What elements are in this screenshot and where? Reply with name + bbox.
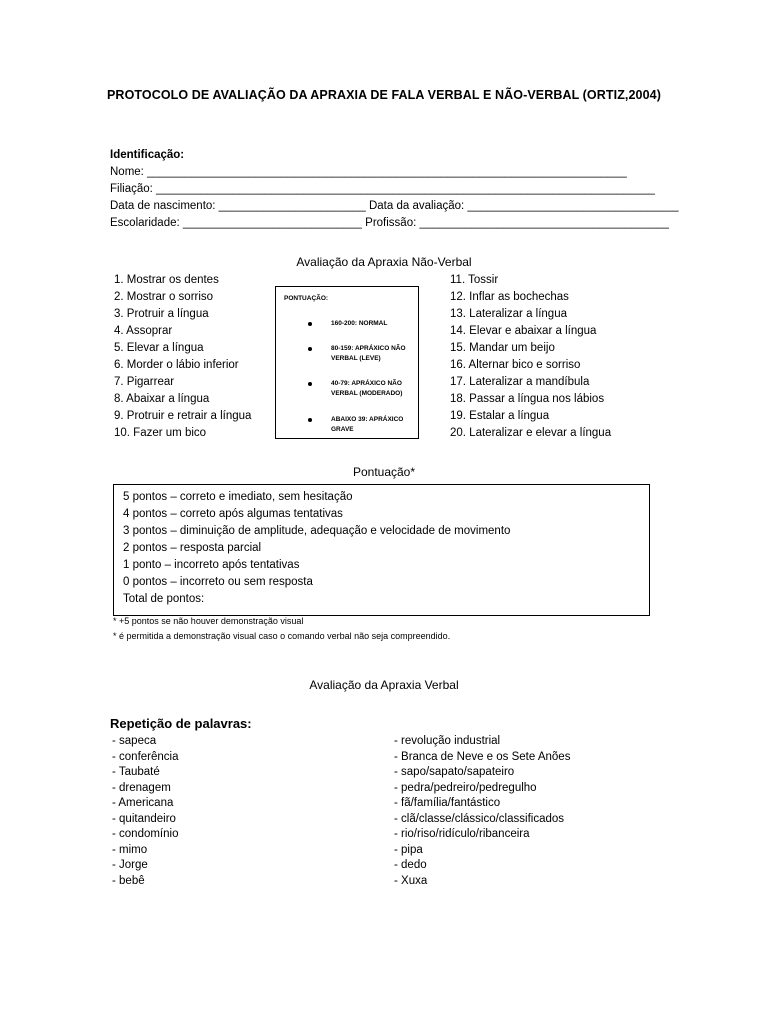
word-item: - Taubaté xyxy=(112,766,160,778)
word-item: - Xuxa xyxy=(394,874,428,887)
nonverbal-item: 10. Fazer um bico xyxy=(114,427,207,439)
verbal-heading: Avaliação da Apraxia Verbal xyxy=(309,678,459,692)
nonverbal-item: 19. Estalar a língua xyxy=(450,410,550,422)
nonverbal-item: 16. Alternar bico e sorriso xyxy=(450,359,581,371)
document-title: PROTOCOLO DE AVALIAÇÃO DA APRAXIA DE FALA VERBAL E NÃO-VERBAL (ORTIZ,2004) xyxy=(107,88,661,102)
bullet-icon xyxy=(308,382,312,386)
identification-heading: Identificação: xyxy=(110,149,185,161)
nonverbal-score-box xyxy=(275,286,419,439)
bullet-icon xyxy=(308,418,312,422)
score-range-item: ABAIXO 39: APRÁXICO GRAVE xyxy=(331,416,404,433)
nonverbal-item: 4. Assoprar xyxy=(114,325,173,337)
word-item: - quitandeiro xyxy=(112,812,176,825)
name-field-line: Nome: ___________________________________________________________________________ xyxy=(110,166,627,178)
scoring-row: 5 pontos – correto e imediato, sem hesitação xyxy=(123,491,353,503)
scoring-box xyxy=(113,484,650,616)
education-profession-field-line: Escolaridade: ____________________________ Profissão: _______________________________________ xyxy=(110,217,669,229)
score-range-item: 80-159: APRÁXICO NÃO VERBAL (LEVE) xyxy=(331,345,406,362)
parentage-field-line: Filiação: ______________________________________________________________________________ xyxy=(110,183,655,195)
nonverbal-item: 17. Lateralizar a mandíbula xyxy=(450,376,590,388)
word-item: - Jorge xyxy=(112,859,148,871)
scoring-row: 1 ponto – incorreto após tentativas xyxy=(123,559,300,571)
total-points-label: Total de pontos: xyxy=(123,593,205,605)
nonverbal-item: 1. Mostrar os dentes xyxy=(114,274,219,286)
word-item: - bebê xyxy=(112,874,145,887)
nonverbal-item: 7. Pigarrear xyxy=(114,376,175,388)
word-item: - revolução industrial xyxy=(394,735,501,747)
word-item: - pipa xyxy=(394,843,423,856)
scoring-row: 0 pontos – incorreto ou sem resposta xyxy=(123,576,313,588)
word-item: - condomínio xyxy=(112,828,179,840)
nonverbal-item: 14. Elevar e abaixar a língua xyxy=(450,325,597,337)
word-item: - rio/riso/ridículo/ribanceira xyxy=(394,828,530,840)
word-item: - Branca de Neve e os Sete Anões xyxy=(394,750,571,763)
word-item: - conferência xyxy=(112,750,179,763)
nonverbal-item: 9. Protruir e retrair a língua xyxy=(114,410,252,422)
scoring-note: * é permitida a demonstração visual caso o comando verbal não seja compreendido. xyxy=(113,631,451,641)
nonverbal-item: 20. Lateralizar e elevar a língua xyxy=(450,427,612,439)
word-item: - sapeca xyxy=(112,735,157,747)
word-repetition-heading: Repetição de palavras: xyxy=(110,716,252,731)
word-list-right xyxy=(394,734,570,889)
score-box-heading: PONTUAÇÃO: xyxy=(284,295,329,302)
nonverbal-item: 13. Lateralizar a língua xyxy=(450,308,567,320)
word-item: - sapo/sapato/sapateiro xyxy=(394,766,515,778)
scoring-row: 4 pontos – correto após algumas tentativas xyxy=(123,508,343,520)
score-range-item: 160-200: NORMAL xyxy=(331,320,388,327)
scoring-note: * +5 pontos se não houver demonstração visual xyxy=(113,616,304,626)
word-item: - clã/classe/clássico/classificados xyxy=(394,812,565,825)
nonverbal-item: 3. Protruir a língua xyxy=(114,308,209,320)
scoring-row: 2 pontos – resposta parcial xyxy=(123,542,262,554)
word-item: - pedra/pedreiro/pedregulho xyxy=(394,781,537,794)
word-list-left xyxy=(112,734,178,889)
nonverbal-heading: Avaliação da Apraxia Não-Verbal xyxy=(296,255,472,269)
bullet-icon xyxy=(308,347,312,351)
nonverbal-item: 2. Mostrar o sorriso xyxy=(114,291,214,303)
score-range-item: 40-79: APRÁXICO NÃO VERBAL (MODERADO) xyxy=(331,380,403,397)
word-item: - drenagem xyxy=(112,781,171,794)
scoring-heading: Pontuação* xyxy=(352,465,416,479)
nonverbal-item: 12. Inflar as bochechas xyxy=(450,291,569,303)
nonverbal-list-left xyxy=(114,272,251,442)
word-item: - dedo xyxy=(394,859,427,871)
nonverbal-item: 15. Mandar um beijo xyxy=(450,342,555,354)
word-item: - Americana xyxy=(112,797,174,809)
dates-field-line: Data de nascimento: _______________________ Data da avaliação: _________________________________ xyxy=(110,200,679,212)
word-item: - fã/família/fantástico xyxy=(394,797,501,809)
bullet-icon xyxy=(308,322,312,326)
word-item: - mimo xyxy=(112,843,148,856)
nonverbal-item: 6. Morder o lábio inferior xyxy=(114,359,239,371)
nonverbal-item: 5. Elevar a língua xyxy=(114,342,204,354)
nonverbal-item: 11. Tossir xyxy=(450,274,499,286)
nonverbal-list-right xyxy=(450,272,611,442)
nonverbal-item: 8. Abaixar a língua xyxy=(114,393,210,405)
nonverbal-item: 18. Passar a língua nos lábios xyxy=(450,393,605,405)
scoring-row: 3 pontos – diminuição de amplitude, adequação e velocidade de movimento xyxy=(123,525,511,537)
